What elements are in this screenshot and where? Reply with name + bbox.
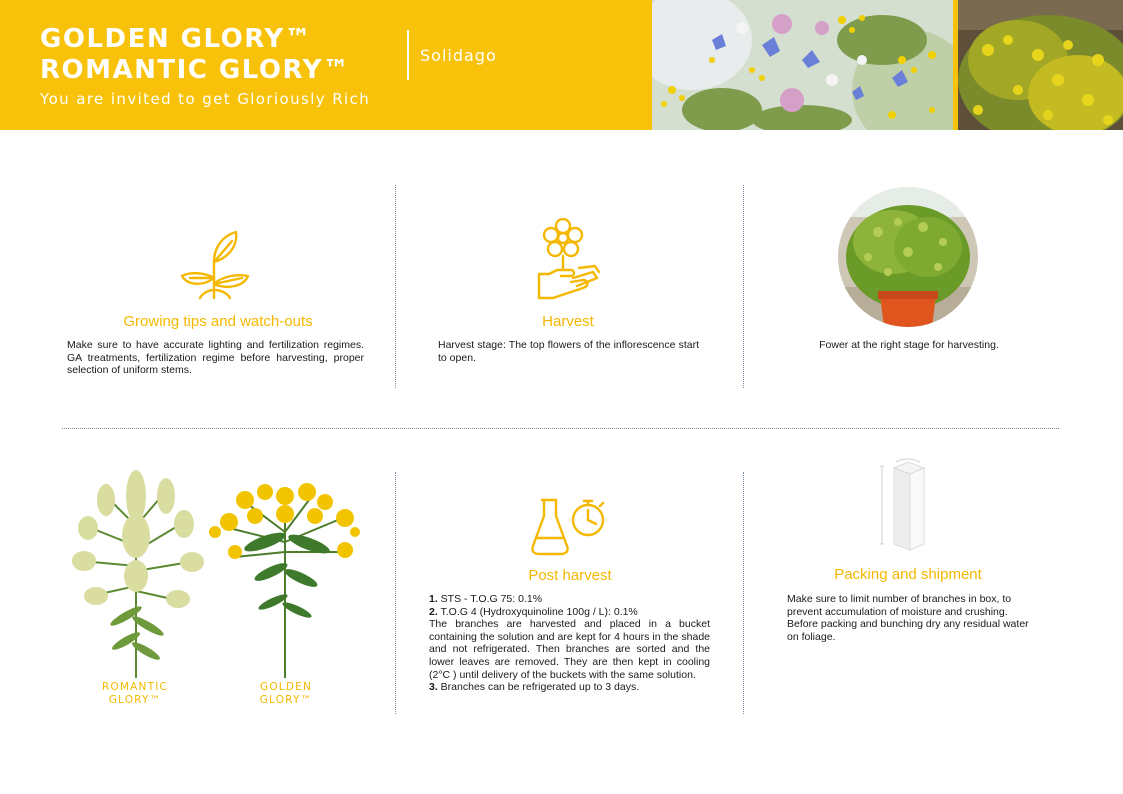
product-title-romantic: ROMANTIC GLORY™ [40,55,351,85]
golden-caption-line-1: GOLDEN [259,681,313,693]
plant-hand-icon [178,228,253,308]
flower-stage-caption: Fower at the right stage for harvesting. [819,339,999,351]
post-harvest-step-1: 1. STS - T.O.G 75: 0.1% [429,593,543,605]
solidago-bush-photo [958,0,1123,130]
romantic-caption-line-2: GLORY™ [108,694,162,706]
flask-timer-icon [530,496,610,561]
romantic-glory-caption [82,681,188,707]
header-divider [407,30,409,80]
harvest-text: Harvest stage: The top flowers of the inflorescence start to open. [438,339,699,364]
species-name: Solidago [420,46,497,65]
growing-tips-text: Make sure to have accurate lighting and fertilization regimes. GA treatments, fertilization regime before harvesting, proper selection of uniform stems. [67,339,364,377]
romantic-glory-stem-image [66,466,206,683]
golden-glory-stem-image [205,482,360,683]
post-harvest-title: Post harvest [528,567,612,584]
post-harvest-text [429,593,710,694]
column-divider [395,472,396,714]
row-divider [62,428,1059,429]
title-block [40,24,350,86]
column-divider [743,185,744,388]
romantic-caption-line-1: ROMANTIC [101,681,169,693]
growing-tips-title: Growing tips and watch-outs [123,313,313,330]
golden-caption-line-2: GLORY™ [259,694,313,706]
box-icon [878,458,928,557]
harvest-title: Harvest [542,313,594,330]
bouquet-photo [652,0,953,130]
golden-glory-caption [238,681,334,707]
column-divider [743,472,744,714]
packing-title: Packing and shipment [834,566,982,583]
flower-stage-photo [838,187,978,332]
flower-in-hand-icon [535,218,603,307]
post-harvest-paragraph: The branches are harvested and placed in a bucket containing the solution and are kept for 4 hours in the shade and not refrigerated. Then branches are sorted and the lower leaves are removed. They are then kept in cooling (2°C ) until delivery of the buckets with the same solution. [429,618,710,681]
post-harvest-step-2: 2. T.O.G 4 (Hydroxyquinoline 100g / L): 0.1% [429,605,638,618]
column-divider [395,185,396,388]
packing-text: Make sure to limit number of branches in box, to prevent accumulation of moisture and crushing. Before packing and bunching dry any residual water on foliage. [787,593,1029,643]
tagline: You are invited to get Gloriously Rich [40,90,371,108]
post-harvest-step-3: 3. Branches can be refrigerated up to 3 days. [429,681,640,694]
product-title-golden: GOLDEN GLORY™ [40,24,313,54]
header-banner [0,0,1123,130]
